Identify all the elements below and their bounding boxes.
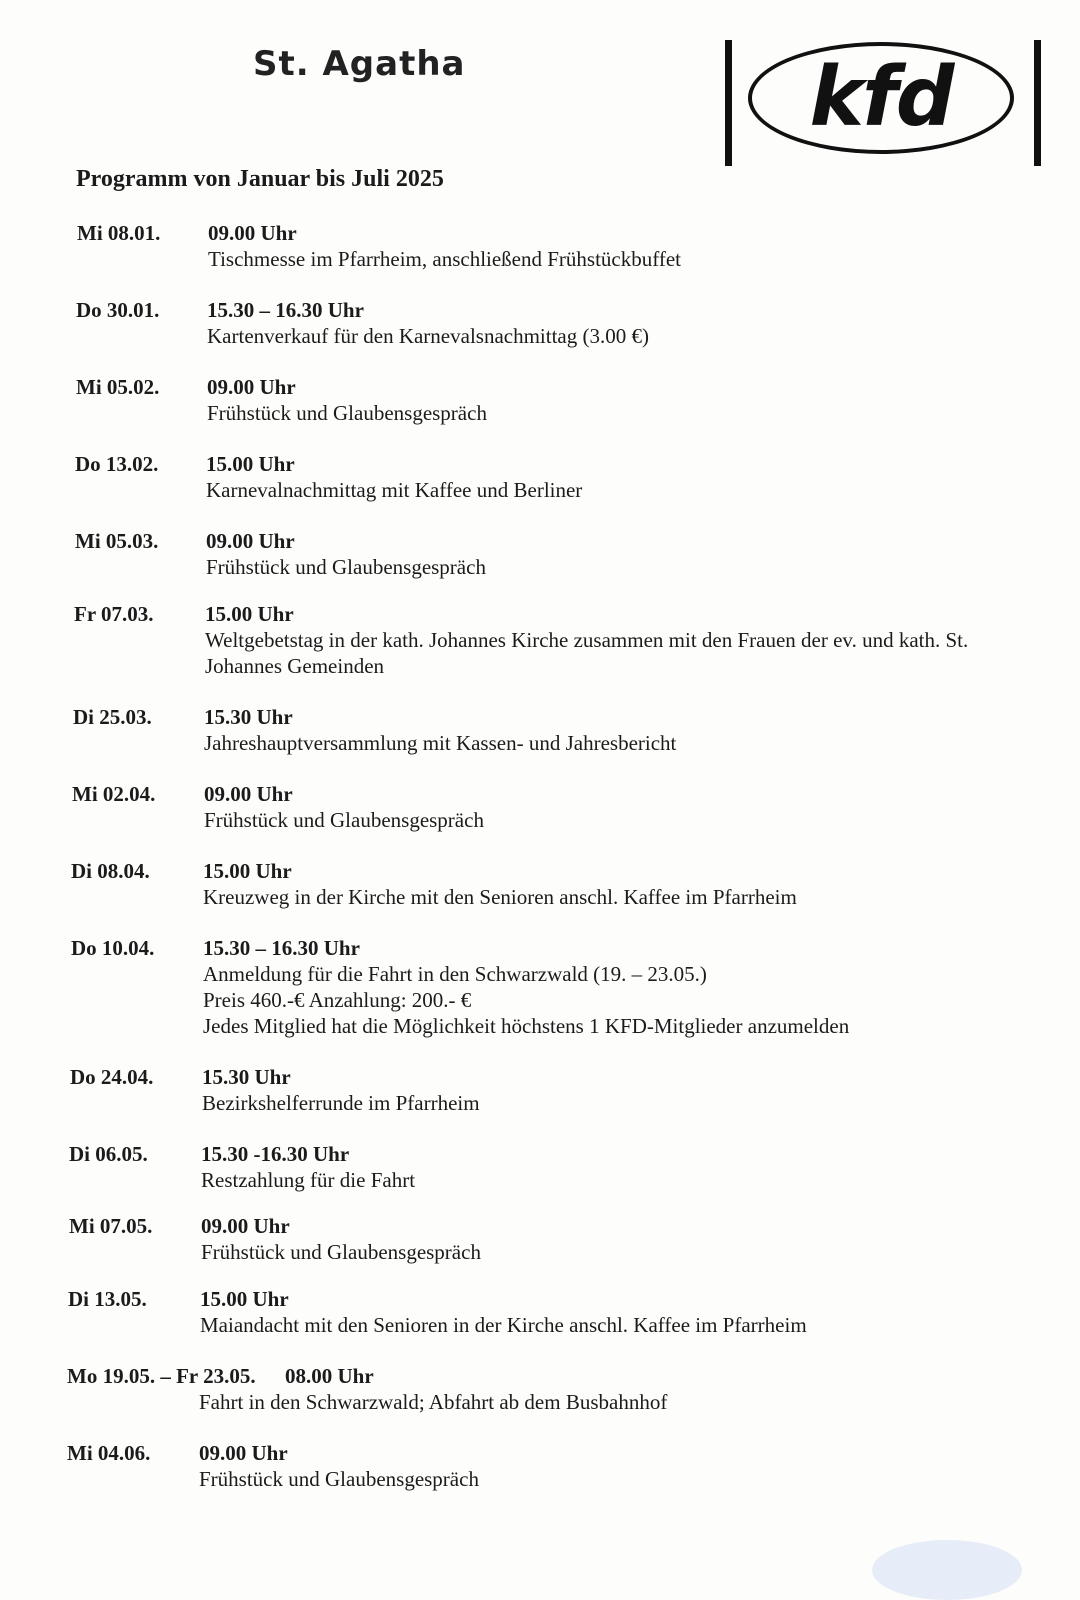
event-time: 08.00 Uhr	[285, 1364, 374, 1388]
event-description-line: Frühstück und Glaubensgespräch	[204, 808, 484, 832]
event-date: Mi 05.02.	[76, 375, 160, 399]
event-description-line: Frühstück und Glaubensgespräch	[199, 1467, 479, 1491]
event-description-line: Bezirkshelferrunde im Pfarrheim	[202, 1091, 480, 1115]
event-description	[201, 1167, 1021, 1193]
event-time: 15.30 Uhr	[204, 705, 293, 729]
event-date: Mi 07.05.	[69, 1214, 153, 1238]
event-date: Do 10.04.	[71, 936, 155, 960]
scan-artifact	[872, 1540, 1022, 1600]
event-description	[199, 1389, 1019, 1415]
event-date: Do 24.04.	[70, 1065, 154, 1089]
logo-left-bar	[725, 40, 732, 166]
event-description-line: Jahreshauptversammlung mit Kassen- und Jahresbericht	[204, 731, 677, 755]
event-time: 15.00 Uhr	[206, 452, 295, 476]
event-date: Do 13.02.	[75, 452, 159, 476]
event-time: 09.00 Uhr	[204, 782, 293, 806]
event-description	[204, 807, 1024, 833]
logo-text: kfd	[809, 50, 953, 145]
event-time: 15.00 Uhr	[205, 602, 294, 626]
event-description-line: Karnevalnachmittag mit Kaffee und Berliner	[206, 478, 583, 502]
event-description-line: Maiandacht mit den Senioren in der Kirche anschl. Kaffee im Pfarrheim	[200, 1313, 807, 1337]
event-date: Do 30.01.	[76, 298, 160, 322]
event-date: Mi 08.01.	[77, 221, 161, 245]
event-description-line: Frühstück und Glaubensgespräch	[207, 401, 487, 425]
event-description	[207, 323, 1027, 349]
event-description	[203, 961, 1023, 1039]
event-time: 15.30 -16.30 Uhr	[201, 1142, 350, 1166]
event-time: 15.30 Uhr	[202, 1065, 291, 1089]
event-time: 09.00 Uhr	[199, 1441, 288, 1465]
event-description-line: Johannes Gemeinden	[205, 654, 385, 678]
event-time: 09.00 Uhr	[206, 529, 295, 553]
event-description-line: Frühstück und Glaubensgespräch	[201, 1240, 481, 1264]
event-date: Di 06.05.	[69, 1142, 148, 1166]
event-date: Mo 19.05. – Fr 23.05.	[67, 1364, 256, 1388]
event-description	[204, 730, 1024, 756]
event-description-line: Preis 460.-€ Anzahlung: 200.- €	[203, 988, 472, 1012]
program-title: Programm von Januar bis Juli 2025	[76, 166, 444, 192]
event-description	[202, 1090, 1022, 1116]
event-time: 09.00 Uhr	[201, 1214, 290, 1238]
event-description	[206, 477, 1026, 503]
event-description	[200, 1312, 1020, 1338]
logo-right-bar	[1034, 40, 1041, 166]
event-time: 15.00 Uhr	[200, 1287, 289, 1311]
event-time: 15.30 – 16.30 Uhr	[207, 298, 364, 322]
event-description	[208, 246, 1028, 272]
event-time: 09.00 Uhr	[207, 375, 296, 399]
event-description-line: Kreuzweg in der Kirche mit den Senioren anschl. Kaffee im Pfarrheim	[203, 885, 797, 909]
event-description	[205, 627, 1025, 679]
kfd-logo	[722, 36, 1044, 170]
event-description-line: Fahrt in den Schwarzwald; Abfahrt ab dem Busbahnhof	[199, 1390, 668, 1414]
event-date: Di 13.05.	[68, 1287, 147, 1311]
event-date: Di 25.03.	[73, 705, 152, 729]
event-date: Mi 05.03.	[75, 529, 159, 553]
event-description-line: Kartenverkauf für den Karnevalsnachmittag (3.00 €)	[207, 324, 649, 348]
event-description-line: Weltgebetstag in der kath. Johannes Kirche zusammen mit den Frauen der ev. und kath. St.	[205, 628, 969, 652]
event-description	[206, 554, 1026, 580]
event-description-line: Jedes Mitglied hat die Möglichkeit höchstens 1 KFD-Mitglieder anzumelden	[203, 1014, 850, 1038]
organization-name: St. Agatha	[253, 44, 466, 84]
event-date: Mi 02.04.	[72, 782, 156, 806]
event-time: 09.00 Uhr	[208, 221, 297, 245]
event-description-line: Anmeldung für die Fahrt in den Schwarzwald (19. – 23.05.)	[203, 962, 707, 986]
event-time: 15.30 – 16.30 Uhr	[203, 936, 360, 960]
event-description	[203, 884, 1023, 910]
event-date: Di 08.04.	[71, 859, 150, 883]
event-date: Mi 04.06.	[67, 1441, 151, 1465]
event-description	[201, 1239, 1021, 1265]
event-description-line: Tischmesse im Pfarrheim, anschließend Frühstückbuffet	[208, 247, 682, 271]
event-time: 15.00 Uhr	[203, 859, 292, 883]
event-description-line: Frühstück und Glaubensgespräch	[206, 555, 486, 579]
event-description	[199, 1466, 1019, 1492]
event-date: Fr 07.03.	[74, 602, 154, 626]
event-description	[207, 400, 1027, 426]
event-description-line: Restzahlung für die Fahrt	[201, 1168, 416, 1192]
